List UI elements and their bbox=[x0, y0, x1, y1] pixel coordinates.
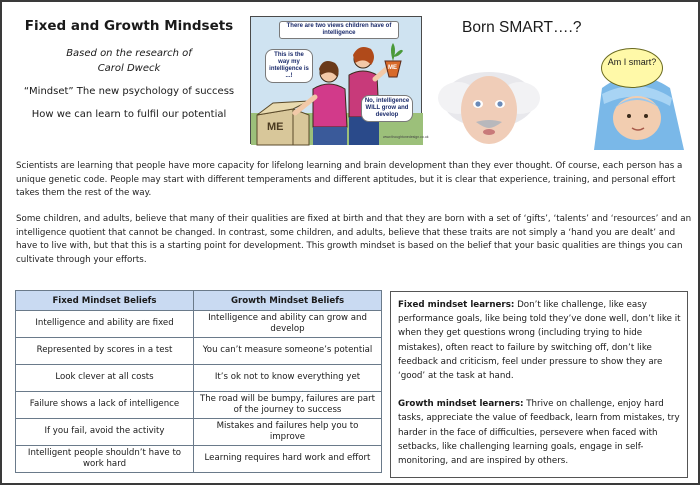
header-growth-beliefs: Growth Mindset Beliefs bbox=[194, 291, 382, 311]
table-row bbox=[16, 419, 382, 446]
fixed-belief-cell: If you fail, avoid the activity bbox=[16, 419, 194, 446]
fixed-learners-desc: Don’t like challenge, like easy performance goals, like being told they’ve done well, don’t like it when they get questions wrong (including trying to hide mistakes), often react to failure by switching off, don’t like feedback and criticism, feel under pressure to show they are ‘good’ at the task at hand. bbox=[398, 300, 681, 382]
cartoon-caption-growth: No, intelligence WILL grow and develop bbox=[361, 95, 413, 122]
header-fixed-beliefs: Fixed Mindset Beliefs bbox=[16, 291, 194, 311]
table-row bbox=[16, 365, 382, 392]
fixed-learners-text bbox=[398, 298, 681, 383]
growth-learners-desc: Thrive on challenge, enjoy hard tasks, appreciate the value of feedback, learn from mistakes, try harder in the face of difficulties, persevere when faced with setbacks, like challenging learning goals, engage in self-monitoring, and are inspired by others. bbox=[398, 399, 680, 467]
table-row bbox=[16, 392, 382, 419]
growth-learners-text bbox=[398, 397, 681, 468]
cartoon-credit: www.thoughtonedesign.co.uk bbox=[383, 135, 429, 139]
table-row bbox=[16, 311, 382, 338]
table-row bbox=[16, 338, 382, 365]
fixed-belief-cell: Look clever at all costs bbox=[16, 365, 194, 392]
box-label: ME bbox=[267, 121, 284, 133]
page-title: Fixed and Growth Mindsets bbox=[24, 18, 234, 34]
fixed-learners-label: Fixed mindset learners: bbox=[398, 300, 515, 310]
fixed-belief-cell: Intelligence and ability are fixed bbox=[16, 311, 194, 338]
header-block bbox=[16, 18, 242, 122]
growth-belief-cell: The road will be bumpy, failures are part of the journey to success bbox=[194, 392, 382, 419]
fixed-belief-cell: Represented by scores in a test bbox=[16, 338, 194, 365]
mindset-paragraph: Some children, and adults, believe that many of their qualities are fixed at birth and that they are born with a set of ‘gifts’, ‘talents’ and ‘resources’ and an intelligence quotient that cannot be changed. In contrast, some children, and adults, believe that these traits are not simply a ‘hand you are dealt’ and have to live with, but that this is a starting point for development. This growth mindset is based on the belief that your basic qualities are things you can cultivate through your efforts. bbox=[16, 214, 692, 265]
beliefs-table bbox=[15, 290, 382, 473]
growth-belief-cell: Mistakes and failures help you to improve bbox=[194, 419, 382, 446]
fixed-belief-cell: Intelligent people shouldn’t have to work hard bbox=[16, 446, 194, 473]
cartoon-caption-fixed: This is the way my intelligence is ...! bbox=[265, 49, 313, 83]
speech-bubble: Am I smart? bbox=[601, 48, 663, 88]
growth-belief-cell: Intelligence and ability can grow and develop bbox=[194, 311, 382, 338]
growth-belief-cell: It’s ok not to know everything yet bbox=[194, 365, 382, 392]
table-row bbox=[16, 446, 382, 473]
table-header-row bbox=[16, 291, 382, 311]
tagline-2: How we can learn to fulfil our potential bbox=[31, 109, 227, 120]
fixed-belief-cell: Failure shows a lack of intelligence bbox=[16, 392, 194, 419]
subtitle-line-1: Based on the research of bbox=[66, 48, 192, 59]
tagline-1: “Mindset” The new psychology of success bbox=[23, 86, 235, 97]
growth-belief-cell: Learning requires hard work and effort bbox=[194, 446, 382, 473]
pot-label: ME bbox=[388, 65, 397, 71]
cartoon-caption-top: There are two views children have of intelligence bbox=[279, 21, 399, 39]
born-smart-heading: Born SMART….? bbox=[462, 19, 582, 36]
learners-box bbox=[390, 291, 688, 478]
growth-learners-label: Growth mindset learners: bbox=[398, 399, 524, 410]
growth-belief-cell: You can’t measure someone’s potential bbox=[194, 338, 382, 365]
mindset-cartoon bbox=[250, 16, 429, 144]
subtitle-line-2: Carol Dweck bbox=[97, 63, 161, 74]
intro-paragraph: Scientists are learning that people have more capacity for lifelong learning and brain development than they ever thought. Of course, each person has a unique genetic code. People may start with different temperaments and different aptitudes, but it is clear that experience, training, and personal effort takes them the rest of the way. bbox=[16, 161, 683, 199]
